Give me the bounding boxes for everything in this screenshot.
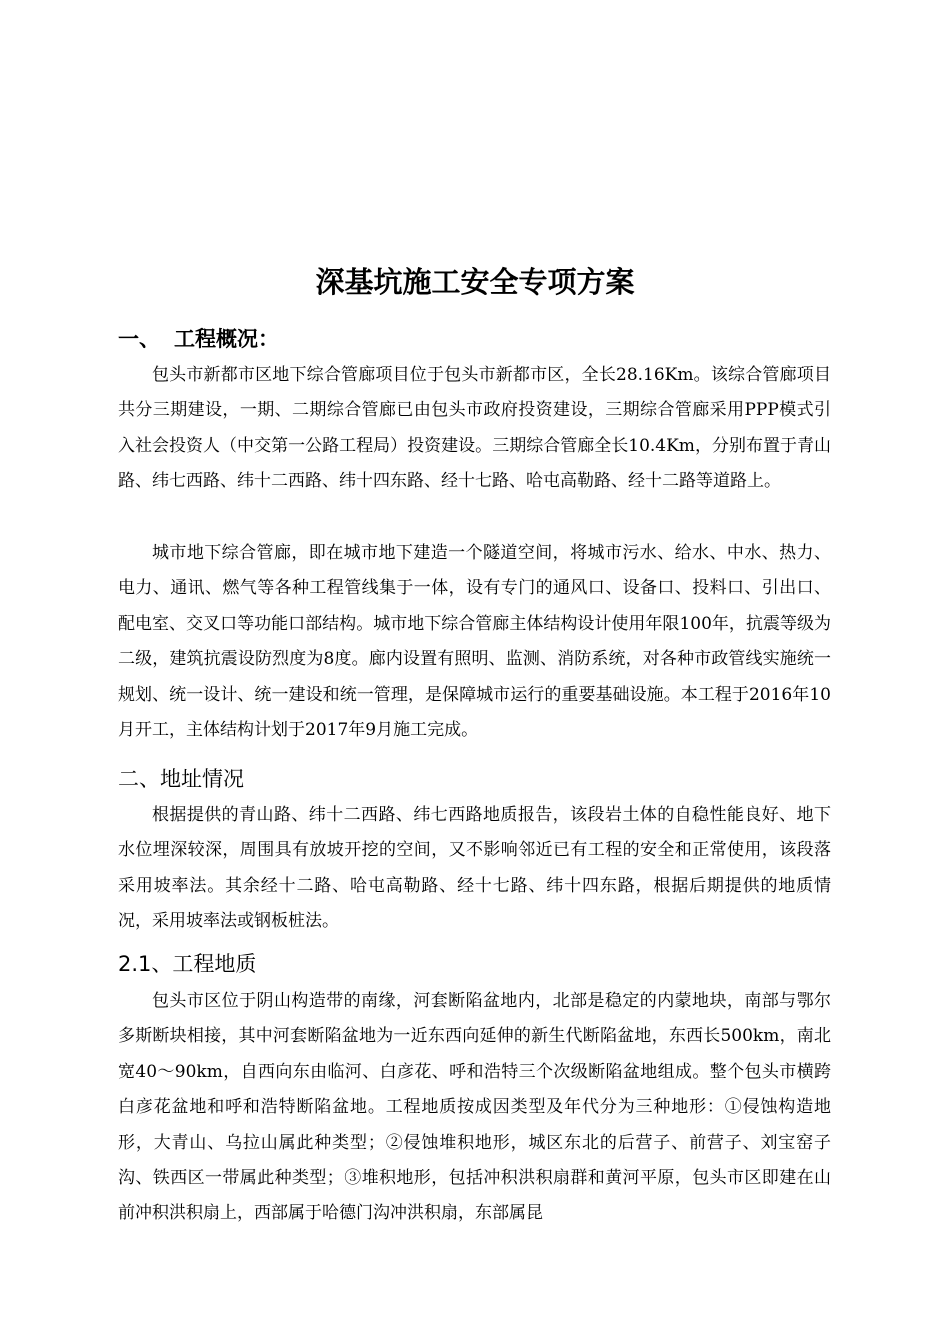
section-heading-site bbox=[118, 764, 244, 794]
paragraph-overview-2: 城市地下综合管廊，即在城市地下建造一个隧道空间，将城市污水、给水、中水、热力、电力、通讯、燃气等各种工程管线集于一体，设有专门的通风口、设备口、投料口、引出口、配电室、交叉口等功能口部结构。城市地下综合管廊主体结构设计使用年限100年，抗震等级为二级，建筑抗震设防烈度为8度。廊内设置有照明、监测、消防系统，对各种市政管线实施统一规划、统一设计、统一建设和统一管理，是保障城市运行的重要基础设施。本工程于2016年10月开工，主体结构计划于2017年9月施工完成。 bbox=[118, 543, 831, 741]
section-title: 工程地质 bbox=[172, 952, 257, 976]
section-number: 2.1、 bbox=[118, 952, 173, 976]
paragraph-overview-1: 包头市新都市区地下综合管廊项目位于包头市新都市区，全长28.16Km。该综合管廊项目共分三期建设，一期、二期综合管廊已由包头市政府投资建设，三期综合管廊采用PPP模式引入社会投资人（中交第一公路工程局）投资建设。三期综合管廊全长10.4Km，分别布置于青山路、纬七西路、纬十二西路、纬十四东路、经十七路、哈屯高勒路、经十二路等道路上。 bbox=[118, 365, 831, 492]
section-number: 一、 bbox=[118, 327, 160, 351]
paragraph-site-1: 根据提供的青山路、纬十二西路、纬七西路地质报告，该段岩土体的自稳性能良好、地下水位埋深较深，周围具有放坡开挖的空间，又不影响邻近已有工程的安全和正常使用，该段落采用坡率法。其余经十二路、哈屯高勒路、经十七路、纬十四东路，根据后期提供的地质情况，采用坡率法或钢板桩法。 bbox=[118, 805, 831, 932]
section-heading-overview bbox=[118, 324, 279, 354]
section-heading-geology bbox=[118, 949, 256, 979]
section-title: 工程概况： bbox=[174, 327, 279, 351]
paragraph-geology-1: 包头市区位于阴山构造带的南缘，河套断陷盆地内，北部是稳定的内蒙地块，南部与鄂尔多斯断块相接，其中河套断陷盆地为一近东西向延伸的新生代断陷盆地，东西长500km，南北宽40～90km，自西向东由临河、白彦花、呼和浩特三个次级断陷盆地组成。整个包头市横跨白彦花盆地和呼和浩特断陷盆地。工程地质按成因类型及年代分为三种地形：①侵蚀构造地形，大青山、乌拉山属此种类型；②侵蚀堆积地形，城区东北的后营子、前营子、刘宝窑子沟、铁西区一带属此种类型；③堆积地形，包括冲积洪积扇群和黄河平原，包头市区即建在山前冲积洪积扇上，西部属于哈德门沟冲洪积扇，东部属昆 bbox=[118, 991, 831, 1224]
section-title: 地址情况 bbox=[160, 767, 244, 791]
document-title: 深基坑施工安全专项方案 bbox=[315, 265, 635, 299]
section-number: 二、 bbox=[118, 767, 160, 791]
